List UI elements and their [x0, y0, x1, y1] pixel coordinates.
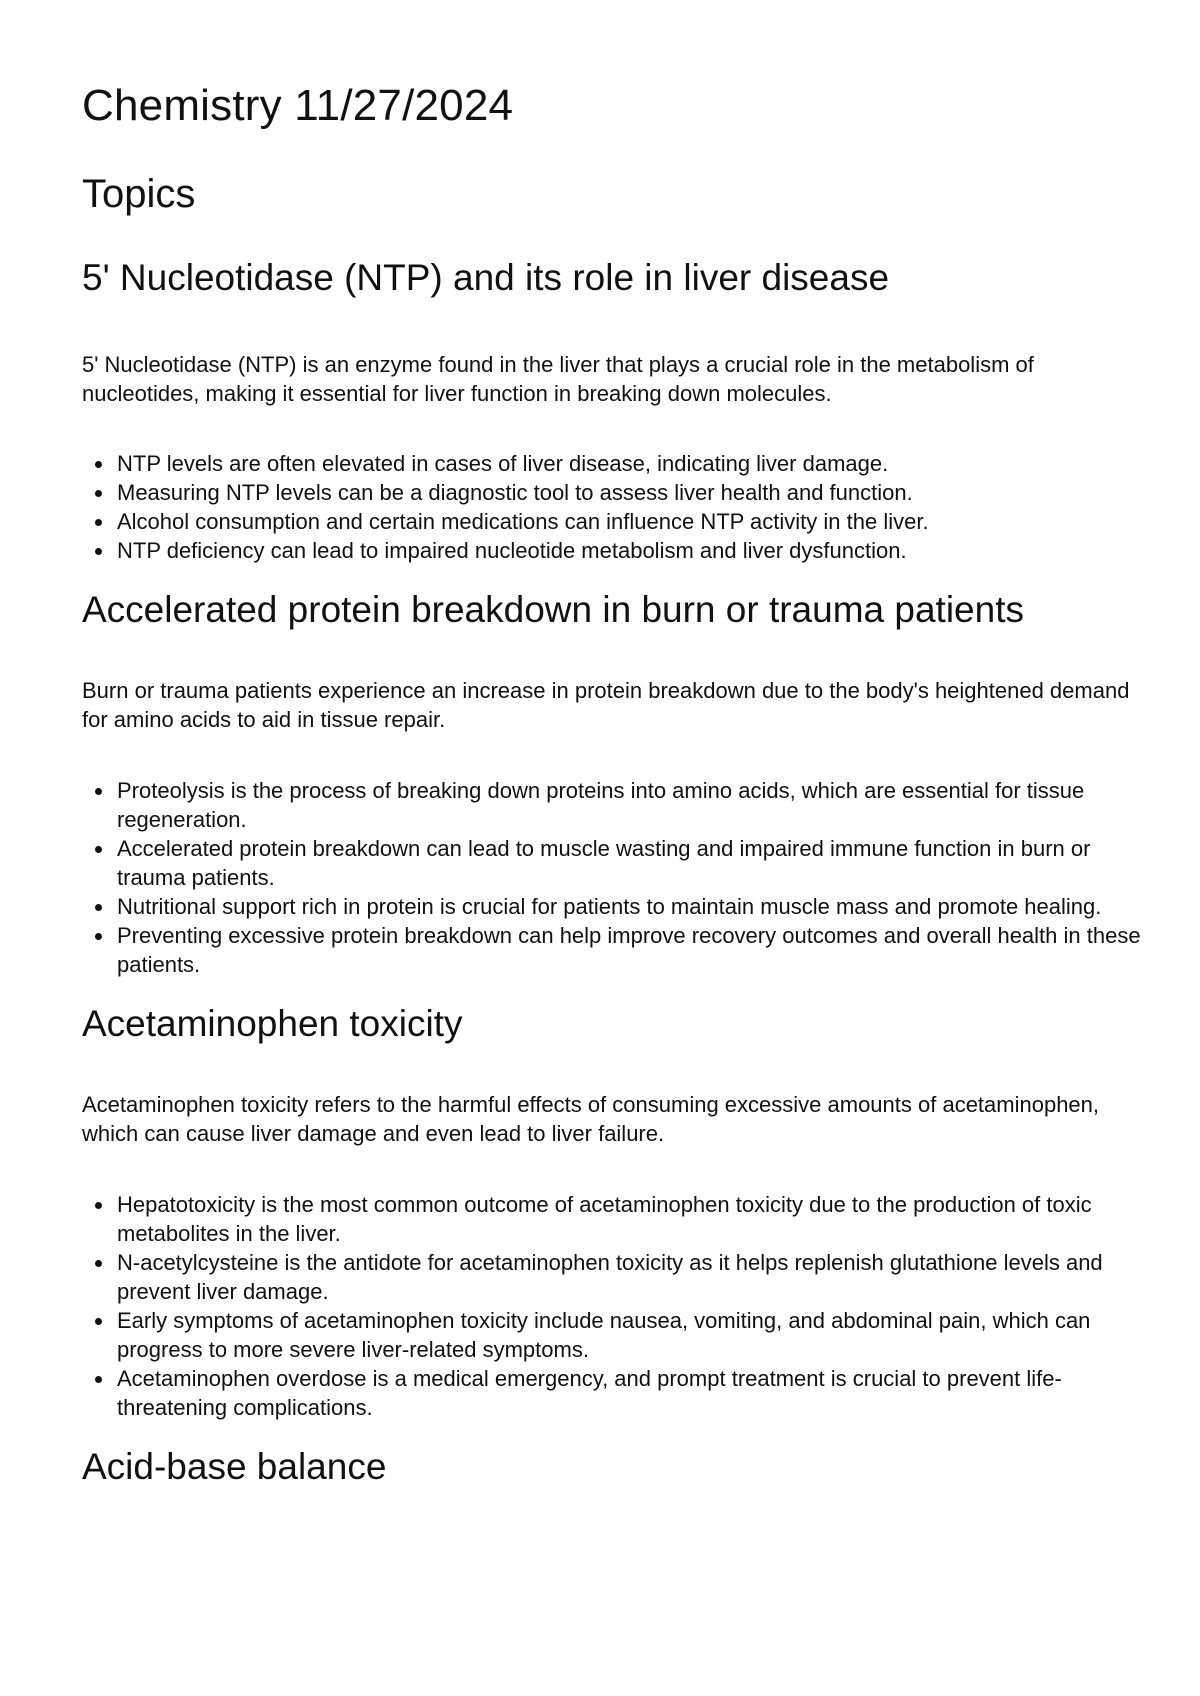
section-heading-acetaminophen: Acetaminophen toxicity [82, 1003, 463, 1044]
list-item: NTP levels are often elevated in cases of liver disease, indicating liver damage. [82, 449, 1142, 478]
list-item: Acetaminophen overdose is a medical emergency, and prompt treatment is crucial to prevent life-threatening complications. [82, 1364, 1142, 1422]
bullet-list-nucleotidase [82, 449, 1142, 565]
document-title: Chemistry 11/27/2024 [82, 81, 514, 130]
section-heading-nucleotidase: 5' Nucleotidase (NTP) and its role in liver disease [82, 257, 890, 298]
bullet-list-protein-breakdown [82, 776, 1142, 979]
list-item: Alcohol consumption and certain medications can influence NTP activity in the liver. [82, 507, 1142, 536]
list-item: Preventing excessive protein breakdown can help improve recovery outcomes and overall health in these patients. [82, 921, 1142, 979]
section-heading-acid-base: Acid-base balance [82, 1446, 387, 1487]
document-page [82, 78, 1142, 1491]
list-item: N-acetylcysteine is the antidote for acetaminophen toxicity as it helps replenish glutathione levels and prevent liver damage. [82, 1248, 1142, 1306]
section-summary-nucleotidase: 5' Nucleotidase (NTP) is an enzyme found in the liver that plays a crucial role in the metabolism of nucleotides, making it essential for liver function in breaking down molecules. [82, 352, 1034, 406]
topics-heading: Topics [82, 172, 196, 216]
list-item: Accelerated protein breakdown can lead to muscle wasting and impaired immune function in burn or trauma patients. [82, 834, 1142, 892]
section-summary-protein-breakdown: Burn or trauma patients experience an increase in protein breakdown due to the body's heightened demand for amino acids to aid in tissue repair. [82, 678, 1130, 732]
list-item: Early symptoms of acetaminophen toxicity include nausea, vomiting, and abdominal pain, which can progress to more severe liver-related symptoms. [82, 1306, 1142, 1364]
section-summary-acetaminophen: Acetaminophen toxicity refers to the harmful effects of consuming excessive amounts of acetaminophen, which can cause liver damage and even lead to liver failure. [82, 1092, 1100, 1146]
list-item: Proteolysis is the process of breaking down proteins into amino acids, which are essential for tissue regeneration. [82, 776, 1142, 834]
list-item: Hepatotoxicity is the most common outcome of acetaminophen toxicity due to the production of toxic metabolites in the liver. [82, 1190, 1142, 1248]
list-item: Nutritional support rich in protein is crucial for patients to maintain muscle mass and promote healing. [82, 892, 1142, 921]
list-item: NTP deficiency can lead to impaired nucleotide metabolism and liver dysfunction. [82, 536, 1142, 565]
list-item: Measuring NTP levels can be a diagnostic tool to assess liver health and function. [82, 478, 1142, 507]
bullet-list-acetaminophen [82, 1190, 1142, 1422]
section-heading-protein-breakdown: Accelerated protein breakdown in burn or trauma patients [82, 589, 1024, 630]
